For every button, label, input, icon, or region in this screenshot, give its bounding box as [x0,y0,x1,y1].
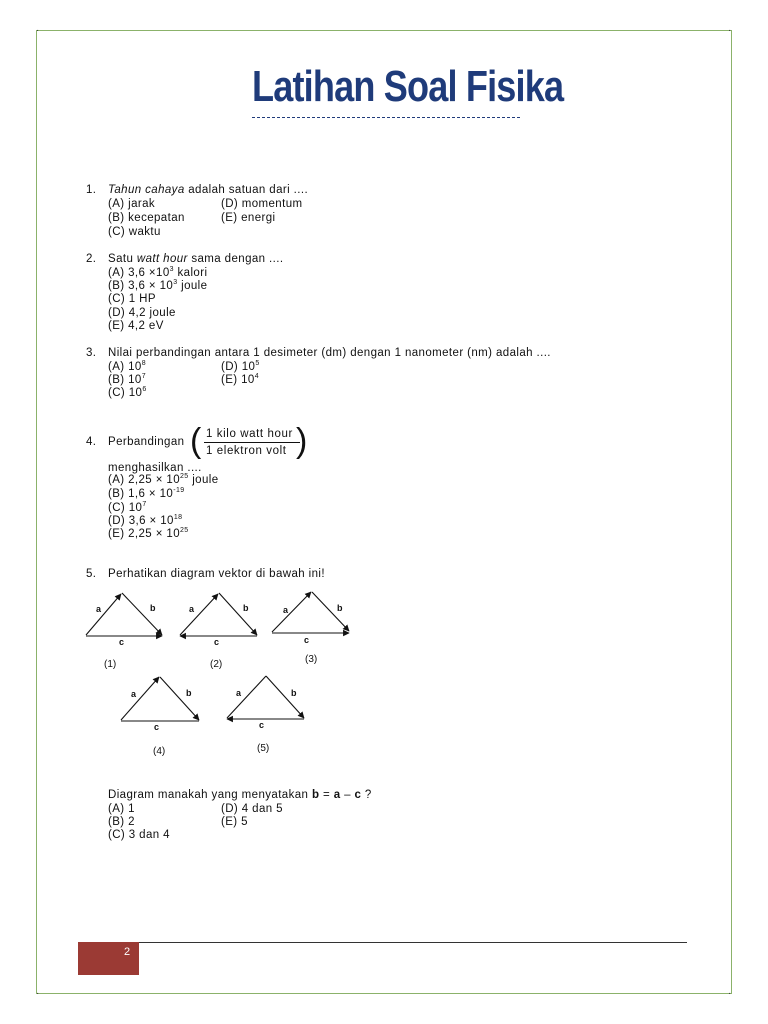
option-e: (E) $2,25 \times 10^{25}$ [108,527,189,540]
option-e: (E) energi [221,212,276,224]
diagram-1-label-b: b [150,603,156,613]
option-c: (C) waktu [108,226,161,238]
diagram-5-label-a: a [236,688,242,698]
question-text: Satu watt hour sama dengan .... [108,253,284,265]
question-number: 1. [86,184,97,196]
option-c: (C) 1 HP [108,293,156,305]
diagram-3-label-a: a [283,605,289,615]
diagram-5-label-b: b [291,688,297,698]
fraction-bar [204,442,300,443]
left-paren: ( [190,422,202,460]
fraction-denominator: 1 elektron volt [206,445,287,457]
corner-dot-br: · [728,988,732,999]
option-d: (D) $10^5$ [221,360,260,373]
question-text: Perhatikan diagram vektor di bawah ini! [108,568,325,580]
option-d: (D) momentum [221,198,303,210]
diagram-5-caption: (5) [257,743,270,754]
option-c: (C) $10^6$ [108,386,147,399]
question-text-cont: menghasilkan .... [108,462,202,474]
option-d: (D) 4 dan 5 [221,803,283,815]
diagram-3-label-b: b [337,603,343,613]
diagram-5-label-c: c [259,720,265,730]
corner-dot-tl: · [36,25,40,36]
option-a: (A) $3,6 \times 10^3$ kalori [108,266,208,279]
question-text: Tahun cahaya adalah satuan dari .... [108,184,309,196]
option-e: (E) 4,2 eV [108,320,164,332]
option-b: (B) kecepatan [108,212,185,224]
diagram-2-caption: (2) [210,659,223,670]
option-a: (A) $2,25 \times 10^{25}$ joule [108,473,219,486]
option-b: (B) $1,6 \times 10^{-19}$ [108,487,185,500]
fraction-numerator: 1 kilo watt hour [206,428,293,440]
option-a: (A) $10^8$ [108,360,147,373]
diagram-4-label-a: a [131,689,137,699]
diagram-1-caption: (1) [104,659,117,670]
question-number: 5. [86,568,97,580]
page-number: 2 [124,946,131,958]
diagram-3-caption: (3) [305,654,318,665]
question-text: Diagram manakah yang menyatakan b = a – c ? [108,789,372,801]
diagram-1-label-a: a [96,604,102,614]
footer-rule [139,942,687,943]
page-title: Latihan Soal Fisika [252,62,564,111]
option-d: (D) $3,6 \times 10^{18}$ [108,514,183,527]
option-b: (B) $3,6 \times 10^3$ joule [108,279,208,292]
right-paren: ) [296,422,308,460]
diagram-4-label-b: b [186,688,192,698]
corner-dot-tr: · [728,25,732,36]
diagram-2-label-b: b [243,603,249,613]
option-e: (E) $10^4$ [221,373,260,386]
diagram-2-label-a: a [189,604,195,614]
question-text: Perbandingan [108,436,185,448]
title-underline [252,117,520,118]
diagram-4-caption: (4) [153,746,166,757]
diagram-1-label-c: c [119,637,125,647]
question-number: 2. [86,253,97,265]
question-text: Nilai perbandingan antara 1 desimeter (dm) dengan 1 nanometer (nm) adalah .... [108,347,551,359]
option-e: (E) 5 [221,816,248,828]
question-number: 3. [86,347,97,359]
option-c: (C) $10^7$ [108,501,147,514]
corner-dot-bl: · [36,988,40,999]
option-c: (C) 3 dan 4 [108,829,170,841]
option-a: (A) jarak [108,198,156,210]
option-b: (B) $10^7$ [108,373,147,386]
question-number: 4. [86,436,97,448]
diagram-3-label-c: c [304,635,310,645]
option-b: (B) 2 [108,816,135,828]
diagram-2-label-c: c [214,637,220,647]
option-a: (A) 1 [108,803,135,815]
diagram-4-label-c: c [154,722,160,732]
option-d: (D) 4,2 joule [108,307,176,319]
